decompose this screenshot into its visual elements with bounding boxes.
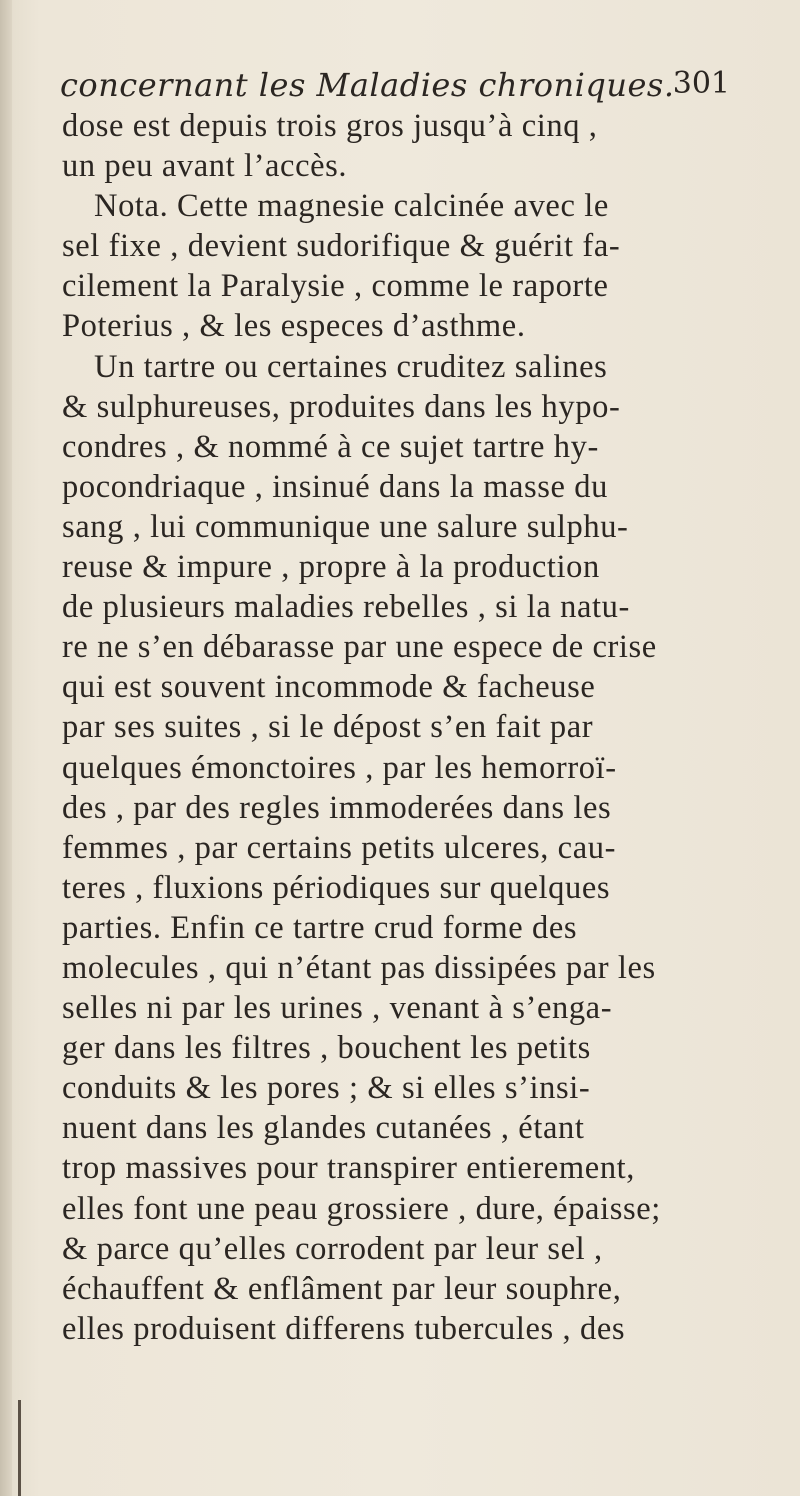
text-line: Un tartre ou certaines cruditez salines bbox=[94, 348, 608, 385]
text-line: elles font une peau grossiere , dure, épaisse; bbox=[62, 1190, 661, 1227]
page-header bbox=[60, 66, 730, 106]
text-line: parties. Enfin ce tartre crud forme des bbox=[62, 909, 578, 946]
text-line: selles ni par les urines , venant à s’enga- bbox=[62, 990, 613, 1027]
text-line: qui est souvent incommode & facheuse bbox=[62, 669, 596, 706]
text-line: elles produisent differens tubercules , des bbox=[62, 1310, 626, 1347]
text-line: conduits & les pores ; & si elles s’insi- bbox=[62, 1070, 591, 1107]
text-line: échauffent & enflâment par leur souphre, bbox=[62, 1270, 622, 1307]
page-gutter bbox=[0, 0, 12, 1496]
text-line: des , par des regles immoderées dans les bbox=[62, 789, 612, 826]
text-line: & sulphureuses, produites dans les hypo- bbox=[62, 388, 621, 425]
text-line: condres , & nommé à ce sujet tartre hy- bbox=[62, 428, 599, 465]
text-line: femmes , par certains petits ulceres, cau- bbox=[62, 829, 616, 866]
text-line: molecules , qui n’étant pas dissipées par les bbox=[62, 949, 656, 986]
text-line: un peu avant l’accès. bbox=[62, 148, 348, 185]
running-title: concernant les Maladies chroniques. bbox=[60, 66, 675, 104]
text-line: sang , lui communique une salure sulphu- bbox=[62, 508, 629, 545]
text-line: quelques émonctoires , par les hemorroï- bbox=[62, 749, 617, 786]
text-line: dose est depuis trois gros jusqu’à cinq , bbox=[62, 108, 598, 144]
text-line: nuent dans les glandes cutanées , étant bbox=[62, 1110, 585, 1147]
body-text bbox=[62, 106, 752, 1349]
text-line: pocondriaque , insinué dans la masse du bbox=[62, 468, 608, 505]
text-line: re ne s’en débarasse par une espece de crise bbox=[62, 629, 657, 666]
text-line: Nota. Cette magnesie calcinée avec le bbox=[94, 188, 609, 225]
text-line: sel fixe , devient sudorifique & guérit fa- bbox=[62, 228, 621, 265]
text-line: teres , fluxions périodiques sur quelques bbox=[62, 869, 611, 906]
text-line: Poterius , & les especes d’asthme. bbox=[62, 308, 526, 345]
text-line: cilement la Paralysie , comme le raporte bbox=[62, 268, 609, 305]
text-line: de plusieurs maladies rebelles , si la natu- bbox=[62, 589, 630, 626]
page-number: 301 bbox=[672, 66, 730, 101]
text-line: par ses suites , si le dépost s’en fait par bbox=[62, 709, 594, 746]
text-line: reuse & impure , propre à la production bbox=[62, 549, 600, 586]
text-line: trop massives pour transpirer entierement, bbox=[62, 1150, 636, 1187]
binding-edge bbox=[18, 1400, 21, 1496]
text-line: ger dans les filtres , bouchent les petits bbox=[62, 1030, 591, 1067]
text-line: & parce qu’elles corrodent par leur sel , bbox=[62, 1230, 603, 1267]
